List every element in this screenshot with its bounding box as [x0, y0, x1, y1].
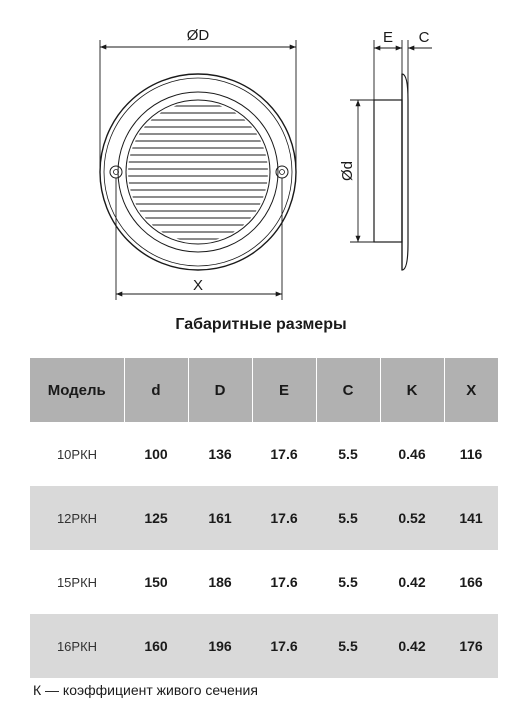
cell-C: 5.5: [316, 486, 380, 550]
dimensions-table: [30, 358, 498, 678]
footnote: К — коэффициент живого сечения: [33, 682, 258, 698]
label-C: C: [418, 29, 430, 46]
cell-D: 161: [188, 486, 252, 550]
technical-drawing: [0, 0, 522, 310]
header-d: d: [124, 358, 188, 422]
cell-model: 12РКН: [30, 486, 124, 550]
header-D: D: [188, 358, 252, 422]
cell-D: 186: [208, 574, 232, 590]
label-D: ØD: [186, 27, 210, 44]
label-X: X: [192, 277, 204, 294]
cell-D: 196: [188, 614, 252, 678]
table-row: [30, 614, 498, 678]
side-view: [374, 74, 408, 270]
cell-K: 0.42: [380, 614, 444, 678]
cell-d: 150: [144, 574, 168, 590]
cell-D: 136: [208, 446, 232, 462]
cell-E: 17.6: [252, 486, 316, 550]
cell-d: 125: [124, 486, 188, 550]
cell-C: 5.5: [338, 574, 358, 590]
table-row: [30, 422, 498, 486]
cell-d: 160: [124, 614, 188, 678]
header-K: K: [380, 358, 444, 422]
cell-C: 5.5: [316, 614, 380, 678]
cell-E: 17.6: [270, 446, 298, 462]
label-d: Ød: [339, 160, 356, 182]
cell-K: 0.52: [380, 486, 444, 550]
cell-model: 10РКН: [56, 446, 98, 462]
cell-X: 166: [459, 574, 483, 590]
table-header-row: [30, 358, 498, 422]
cell-d: 100: [144, 446, 168, 462]
header-model: Модель: [30, 358, 124, 422]
header-C: C: [316, 358, 380, 422]
front-view: [100, 74, 296, 270]
cell-X: 116: [459, 446, 483, 462]
dimension-E-C: [374, 40, 432, 100]
cell-K: 0.42: [398, 574, 426, 590]
cell-E: 17.6: [252, 614, 316, 678]
cell-model: 16РКН: [30, 614, 124, 678]
cell-C: 5.5: [338, 446, 358, 462]
table-row: [30, 550, 498, 614]
screw-hole-left: [110, 166, 122, 178]
cell-X: 176: [444, 614, 498, 678]
label-E: E: [382, 29, 394, 46]
cell-model: 15РКН: [56, 574, 98, 590]
header-E: E: [252, 358, 316, 422]
cell-K: 0.46: [398, 446, 426, 462]
header-X: X: [444, 358, 498, 422]
table-row: [30, 486, 498, 550]
cell-E: 17.6: [270, 574, 298, 590]
cell-X: 141: [444, 486, 498, 550]
table-title: Габаритные размеры: [175, 316, 347, 333]
